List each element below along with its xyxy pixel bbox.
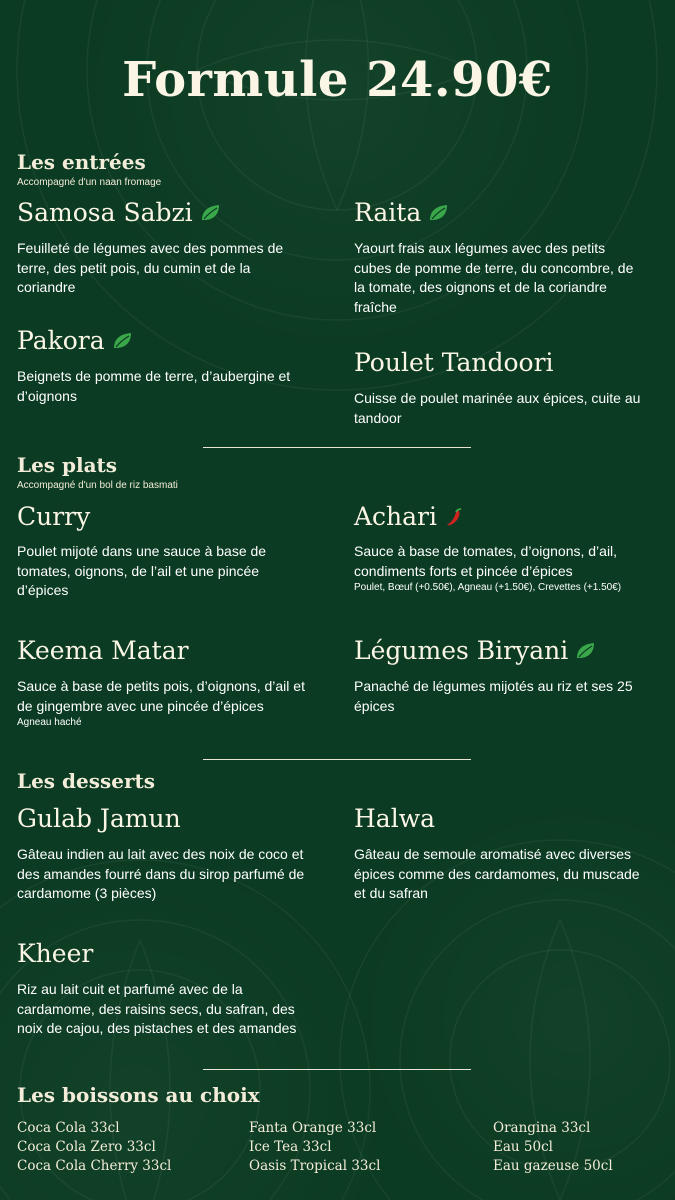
dish-description: Cuisse de poulet marinée aux épices, cuite au tandoor bbox=[354, 390, 641, 426]
dish-description: Beignets de pomme de terre, d’aubergine et d’oignons bbox=[17, 368, 291, 404]
dish-description: Gâteau indien au lait avec des noix de coco et des amandes fourré dans du sirop parfumé de cardamome (3 pièces) bbox=[17, 846, 305, 901]
dish-name bbox=[354, 198, 449, 227]
dish-name bbox=[17, 636, 189, 665]
chili-icon bbox=[443, 507, 465, 527]
section-divider bbox=[203, 447, 471, 448]
dish-label: Achari bbox=[354, 502, 438, 531]
leaf-icon bbox=[111, 331, 133, 351]
drink-item: Coca Cola Cherry 33cl bbox=[17, 1158, 172, 1174]
drink-item: Coca Cola 33cl bbox=[17, 1120, 120, 1136]
dish-name bbox=[354, 636, 596, 665]
section-title-entrees: Les entrées bbox=[17, 150, 146, 174]
dish-description: Gâteau de semoule aromatisé avec diverses épices comme des cardamomes, du muscade et du safran bbox=[354, 846, 640, 901]
dish-description: Sauce à base de petits pois, d’oignons, d’ail et de gingembre avec une pincée d’épices bbox=[17, 678, 305, 714]
section-title-plats: Les plats bbox=[17, 453, 118, 477]
leaf-icon bbox=[427, 203, 449, 223]
dish-note: Agneau haché bbox=[17, 717, 82, 728]
drink-item: Eau 50cl bbox=[493, 1139, 553, 1155]
leaf-icon bbox=[574, 641, 596, 661]
dish-label: Raita bbox=[354, 198, 422, 227]
drink-item: Ice Tea 33cl bbox=[249, 1139, 332, 1155]
dish-label: Pakora bbox=[17, 326, 105, 355]
section-title-boissons: Les boissons au choix bbox=[17, 1083, 260, 1107]
dish-name bbox=[17, 198, 221, 227]
dish-description: Panaché de légumes mijotés au riz et ses 25 épices bbox=[354, 678, 633, 714]
dish-description: Yaourt frais aux légumes avec des petits cubes de pomme de terre, du concombre, de la tomate, des oignons et de la coriandre fraîche bbox=[354, 240, 634, 315]
section-divider bbox=[203, 1069, 471, 1070]
dish-label: Gulab Jamun bbox=[17, 804, 181, 833]
dish-label: Légumes Biryani bbox=[354, 636, 569, 665]
dish-description: Riz au lait cuit et parfumé avec de la cardamome, des raisins secs, du safran, des noix de cajou, des pistaches et des amandes bbox=[17, 981, 297, 1036]
dish-description: Poulet mijoté dans une sauce à base de tomates, oignons, de l’ail et une pincée d’épices bbox=[17, 543, 267, 598]
dish-name bbox=[17, 804, 181, 833]
page-title: Formule 24.90€ bbox=[122, 52, 553, 108]
leaf-icon bbox=[199, 203, 221, 223]
dish-name bbox=[17, 939, 93, 968]
drink-item: Fanta Orange 33cl bbox=[249, 1120, 377, 1136]
dish-name bbox=[354, 502, 465, 531]
dish-label: Halwa bbox=[354, 804, 436, 833]
drink-item: Coca Cola Zero 33cl bbox=[17, 1139, 156, 1155]
dish-note: Poulet, Bœuf (+0.50€), Agneau (+1.50€), Crevettes (+1.50€) bbox=[354, 582, 622, 593]
dish-label: Poulet Tandoori bbox=[354, 348, 554, 377]
drink-item: Eau gazeuse 50cl bbox=[493, 1158, 613, 1174]
section-title-desserts: Les desserts bbox=[17, 769, 155, 793]
dish-name bbox=[354, 804, 435, 833]
dish-label: Curry bbox=[17, 502, 91, 531]
section-subtitle-entrees: Accompagné d'un naan fromage bbox=[17, 177, 162, 188]
dish-name bbox=[17, 502, 90, 531]
section-divider bbox=[203, 759, 471, 760]
drink-item: Oasis Tropical 33cl bbox=[249, 1158, 381, 1174]
dish-name bbox=[354, 348, 554, 377]
drink-item: Orangina 33cl bbox=[493, 1120, 591, 1136]
section-subtitle-plats: Accompagné d'un bol de riz basmati bbox=[17, 480, 178, 491]
dish-label: Samosa Sabzi bbox=[17, 198, 193, 227]
dish-description: Feuilleté de légumes avec des pommes de terre, des petit pois, du cumin et de la coriandre bbox=[17, 240, 284, 295]
dish-label: Kheer bbox=[17, 939, 94, 968]
dish-description: Sauce à base de tomates, d’oignons, d’ail, condiments forts et pincée d’épices bbox=[354, 543, 618, 579]
dish-label: Keema Matar bbox=[17, 636, 189, 665]
dish-name bbox=[17, 326, 133, 355]
